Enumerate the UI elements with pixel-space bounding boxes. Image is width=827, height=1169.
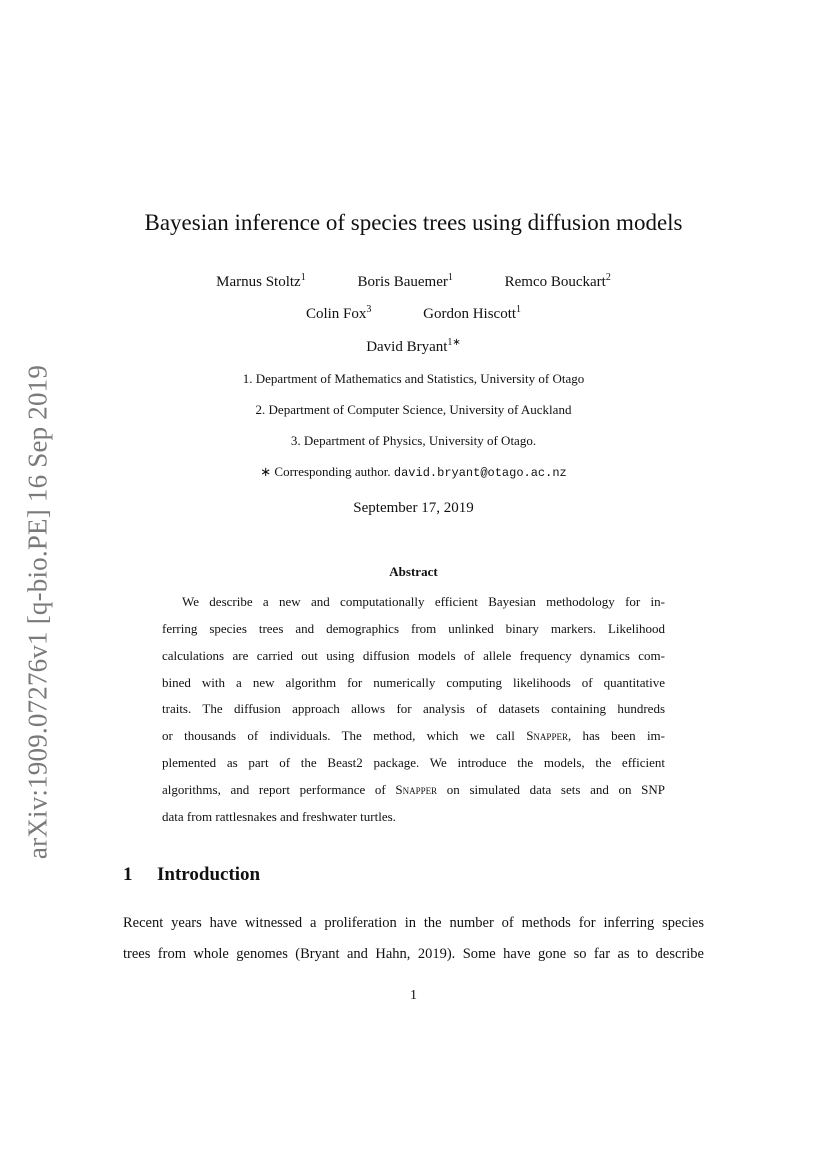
- affiliation: 2. Department of Computer Science, University of Auckland: [255, 402, 572, 417]
- author: Remco Bouckart$^2$: [504, 272, 611, 290]
- author: Boris Bauemer$^1$: [357, 272, 453, 290]
- abstract-line: or thousands of individuals. The method, which we call Snapper, has been im-: [162, 728, 665, 743]
- abstract-line: We describe a new and computationally efficient Bayesian methodology for in-: [182, 594, 665, 609]
- author-row-2: [0, 304, 827, 323]
- abstract-line: calculations are carried out using diffusion models of allele frequency dynamics com-: [162, 648, 665, 663]
- abstract-heading: Abstract: [389, 564, 438, 579]
- abstract-line: data from rattlesnakes and freshwater turtles.: [162, 809, 396, 824]
- abstract-line: plemented as part of the Beast2 package. We introduce the models, the efficient: [162, 755, 665, 770]
- abstract-line: traits. The diffusion approach allows for analysis of datasets containing hundreds: [162, 701, 665, 716]
- section-title: Introduction: [157, 864, 261, 885]
- author: Marnus Stoltz$^1$: [216, 272, 306, 290]
- author: David Bryant$^{1∗}$: [366, 337, 461, 355]
- corresponding-email[interactable]: david.bryant@otago.ac.nz: [393, 466, 567, 480]
- section-number: 1: [123, 864, 133, 885]
- corresponding-label: ∗ Corresponding author.: [260, 464, 391, 479]
- body-line: Recent years have witnessed a proliferation in the number of methods for inferring species: [123, 915, 704, 931]
- paper-title: Bayesian inference of species trees using diffusion models: [144, 210, 683, 235]
- abstract-line: bined with a new algorithm for numerically computing likelihoods of quantitative: [162, 675, 665, 690]
- affiliation: 3. Department of Physics, University of Otago.: [290, 433, 537, 448]
- author-row-3: [0, 337, 827, 356]
- body-line: trees from whole genomes (Bryant and Hahn, 2019). Some have gone so far as to describe: [123, 946, 704, 962]
- arxiv-stamp: arXiv:1909.07276v1 [q-bio.PE] 16 Sep 2019: [22, 364, 53, 860]
- author: Gordon Hiscott$^1$: [423, 304, 522, 322]
- author-row-1: [0, 272, 827, 291]
- affiliation: 1. Department of Mathematics and Statistics, University of Otago: [242, 371, 585, 386]
- paper-date: September 17, 2019: [353, 500, 474, 516]
- author: Colin Fox$^3$: [305, 304, 372, 322]
- abstract-line: algorithms, and report performance of Snapper on simulated data sets and on SNP: [162, 782, 665, 797]
- abstract-line: ferring species trees and demographics from unlinked binary markers. Likelihood: [162, 621, 665, 636]
- page-number: 1: [410, 988, 417, 1003]
- corresponding-author: [0, 464, 827, 480]
